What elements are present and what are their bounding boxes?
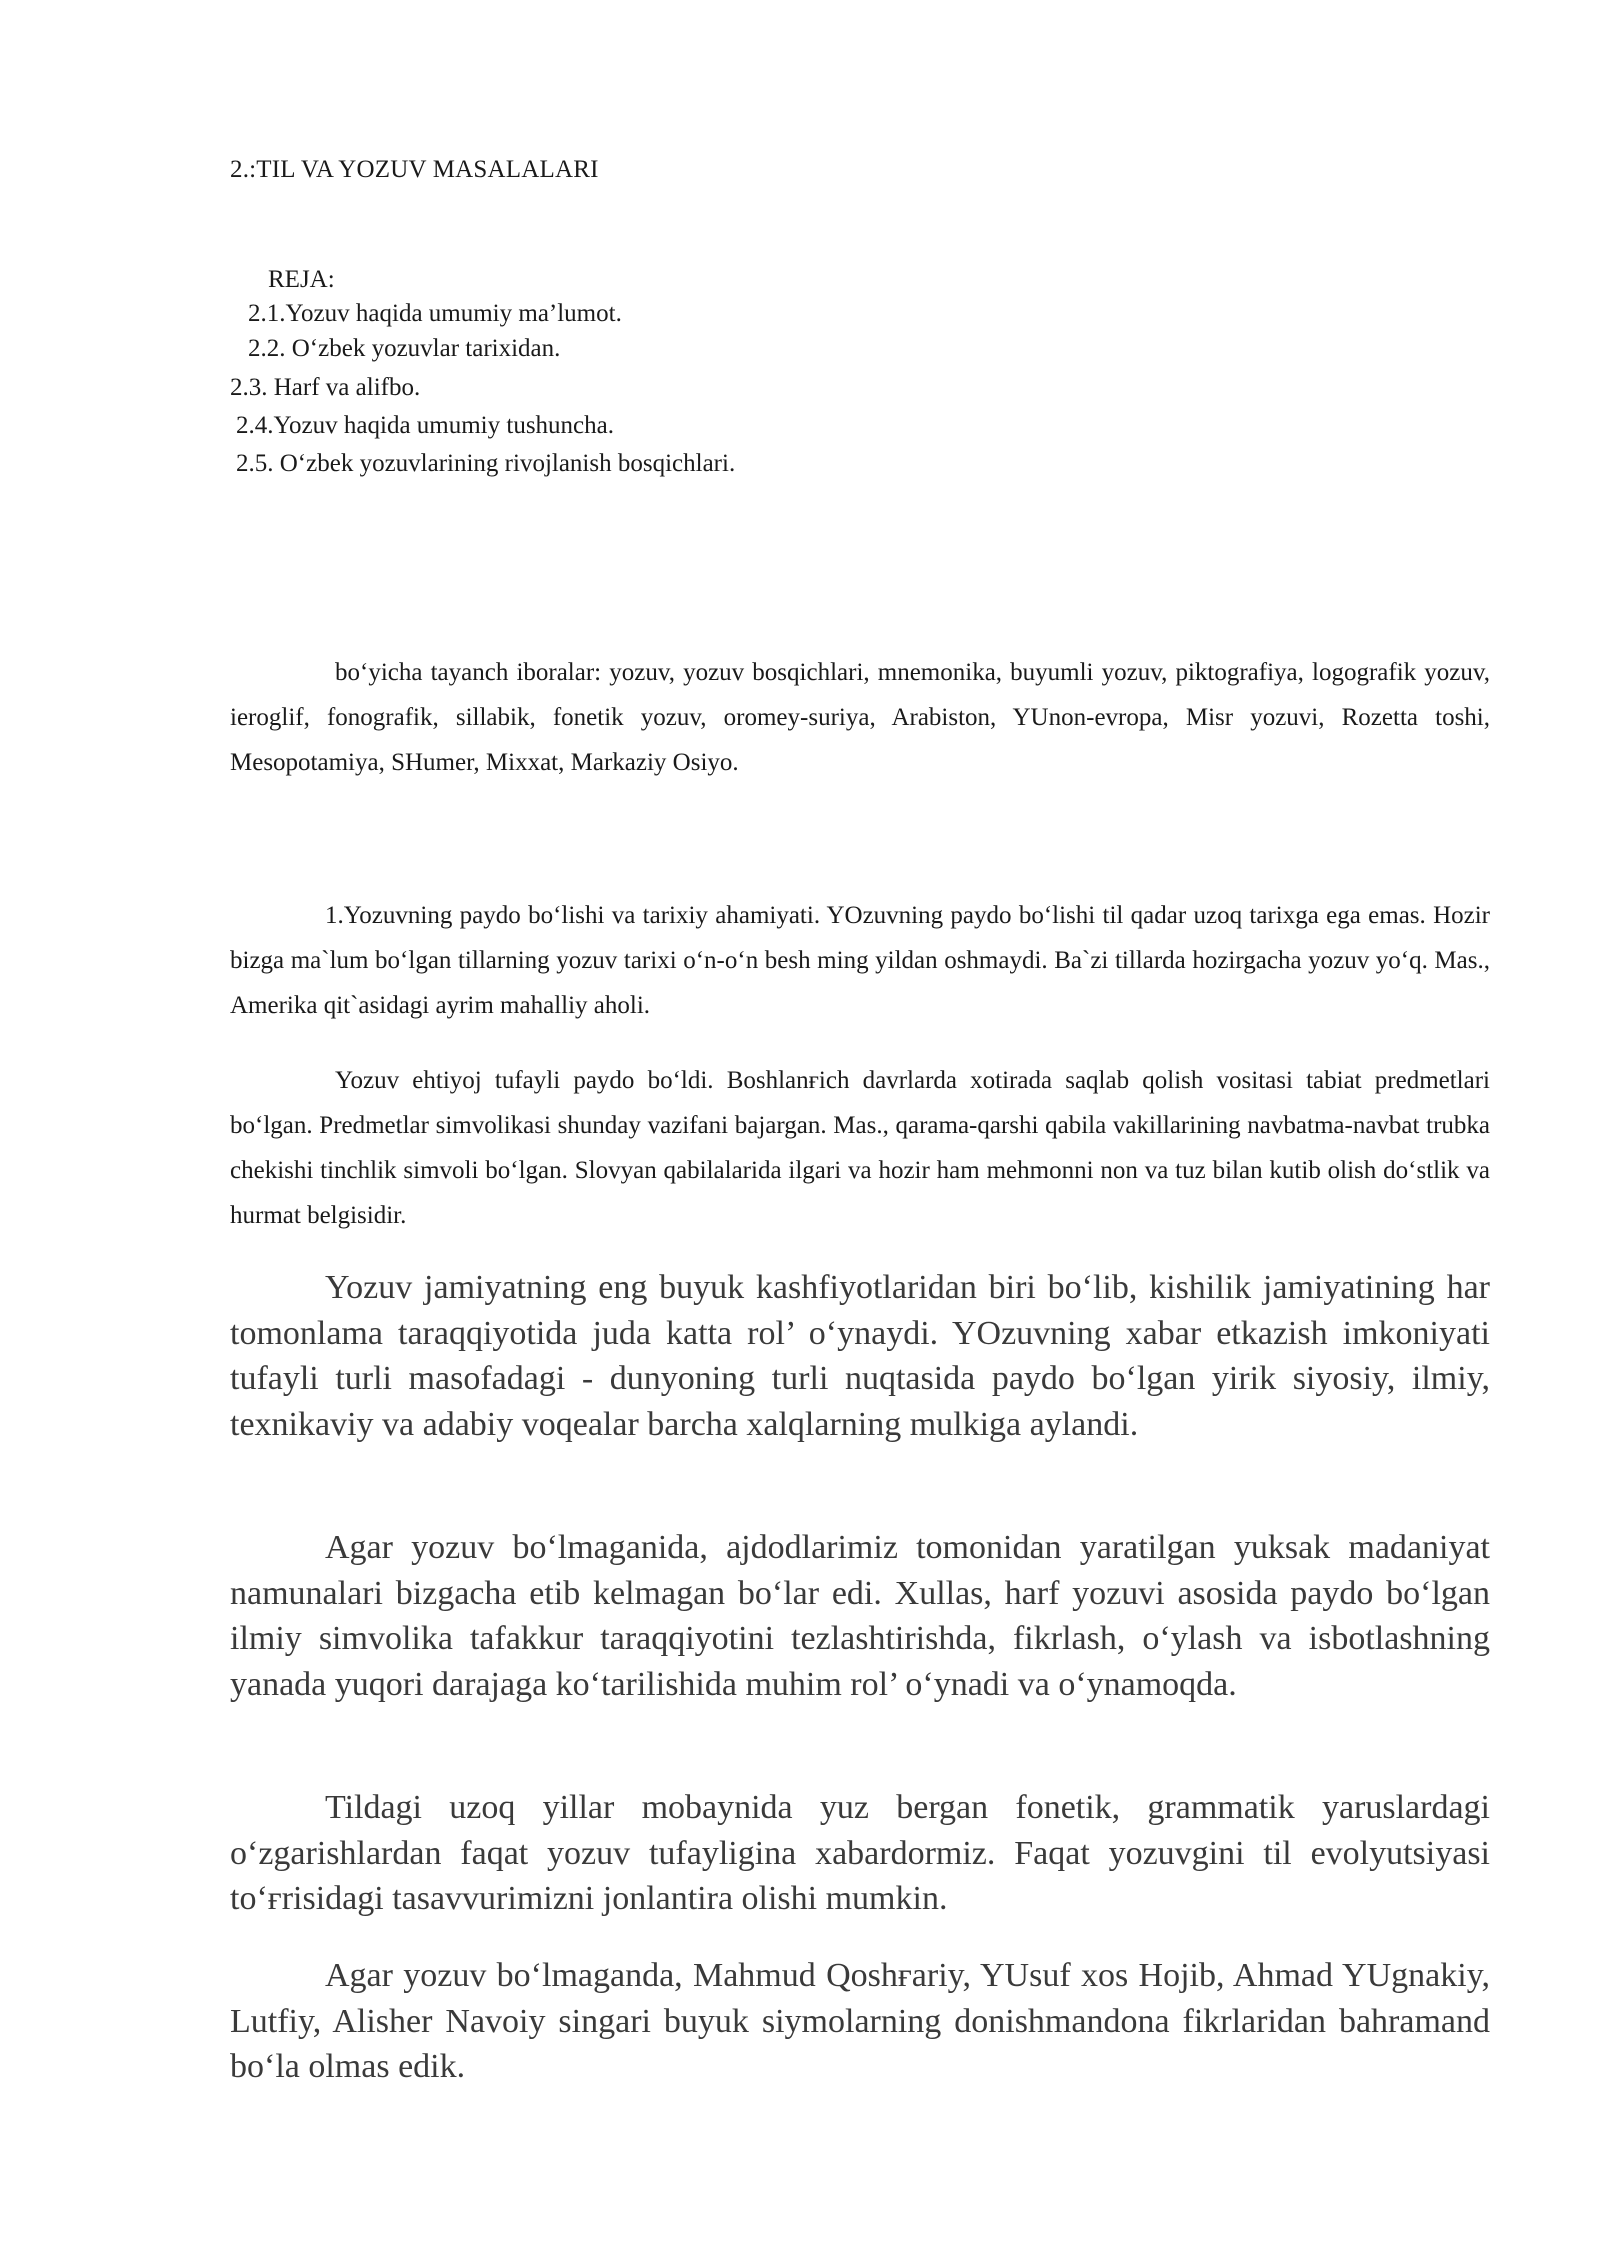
section-1-text: 1.Yozuvning paydo bo‘lishi va tarixiy ahamiyati. YOzuvning paydo bo‘lishi til qadar uzoq tarixga ega emas. Hozir bizga ma`lum bo‘lgan tillarning yozuv tarixi o‘n-o‘n besh ming yildan oshmaydi. Ba`zi tillarda hozirgacha yozuv yo‘q. Mas., Amerika qit`asidagi ayrim mahalliy aholi. bbox=[230, 902, 1490, 1019]
paragraph-text: Yozuv jamiyatning eng buyuk kashfiyotlaridan biri bo‘lib, kishilik jamiyatining har tomonlama taraqqiyotida juda katta rol’ o‘ynaydi. YOzuvning xabar etkazish imkoniyati tufayli turli masofadagi - dunyoning turli nuqtasida paydo bo‘lgan yirik siyosiy, ilmiy, texnikaviy va adabiy voqealar barcha xalqlarning mulkiga aylandi. bbox=[230, 1269, 1490, 1443]
plan-item: 2.3. Harf va alifbo. bbox=[230, 374, 421, 401]
body-paragraph bbox=[230, 1953, 1490, 2090]
body-paragraph bbox=[230, 1785, 1490, 1922]
plan-item: 2.1.Yozuv haqida umumiy ma’lumot. bbox=[248, 300, 622, 327]
body-paragraph bbox=[230, 1525, 1490, 1707]
plan-item: 2.5. O‘zbek yozuvlarining rivojlanish bosqichlari. bbox=[236, 450, 736, 477]
document-heading: 2.:TIL VA YOZUV MASALALARI bbox=[230, 156, 599, 183]
body-paragraph bbox=[230, 1265, 1490, 1447]
plan-item: 2.4.Yozuv haqida umumiy tushuncha. bbox=[236, 412, 614, 439]
body-paragraph bbox=[230, 1058, 1490, 1238]
keywords-text: bo‘yicha tayanch iboralar: yozuv, yozuv bosqichlari, mnemonika, buyumli yozuv, piktografiya, logografik yozuv, ieroglif, fonografik, sillabik, fonetik yozuv, oromey-suriya, Arabiston, YUnon-evropa, Misr yozuvi, Rozetta toshi, Mesopotamiya, SHumer, Mixxat, Markaziy Osiyo. bbox=[230, 659, 1490, 776]
paragraph-text: Tildagi uzoq yillar mobaynida yuz bergan fonetik, grammatik yaruslardagi o‘zgarishlardan faqat yozuv tufayligina xabardormiz. Faqat yozuvgini til evolyutsiyasi to‘ғrisidagi tasavvurimizni jonlantira olishi mumkin. bbox=[230, 1789, 1490, 1917]
paragraph-text: Yozuv ehtiyoj tufayli paydo bo‘ldi. Boshlanғich davrlarda xotirada saqlab qolish vositasi tabiat predmetlari bo‘lgan. Predmetlar simvolikasi shunday vazifani bajargan. Mas., qarama-qarshi qabila vakillarining navbatma-navbat trubka chekishi tinchlik simvoli bo‘lgan. Slovyan qabilalarida ilgari va hozir ham mehmonni non va tuz bilan kutib olish do‘stlik va hurmat belgisidir. bbox=[230, 1067, 1490, 1229]
plan-item: 2.2. O‘zbek yozuvlar tarixidan. bbox=[248, 335, 561, 362]
paragraph-text: Agar yozuv bo‘lmaganida, ajdodlarimiz tomonidan yaratilgan yuksak madaniyat namunalari bizgacha etib kelmagan bo‘lar edi. Xullas, harf yozuvi asosida paydo bo‘lgan ilmiy simvolika tafakkur taraqqiyotini tezlashtirishda, fikrlash, o‘ylash va isbotlashning yanada yuqori darajaga ko‘tarilishida muhim rol’ o‘ynadi va o‘ynamoqda. bbox=[230, 1529, 1490, 1703]
keywords-paragraph bbox=[230, 650, 1490, 785]
paragraph-text: Agar yozuv bo‘lmaganda, Mahmud Qoshғariy, YUsuf xos Hojib, Ahmad YUgnakiy, Lutfiy, Alisher Navoiy singari buyuk siymolarning donishmandona fikrlaridan bahramand bo‘la olmas edik. bbox=[230, 1957, 1490, 2085]
section-1-paragraph bbox=[230, 893, 1490, 1028]
plan-title: REJA: bbox=[268, 266, 335, 293]
